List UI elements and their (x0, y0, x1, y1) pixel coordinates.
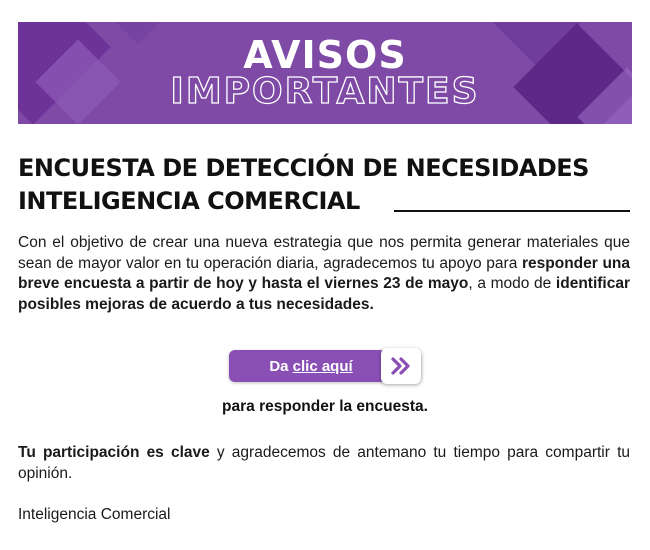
body-paragraph (18, 233, 630, 315)
cta-prefix: Da (269, 357, 293, 375)
closing-paragraph (18, 442, 630, 484)
body-intro: Con el objetivo de crear una nueva estrategia que nos permita generar materiales que sean de mayor valor en tu operación diaria, agradecemos tu apoyo para (18, 234, 630, 272)
body-mid: , a modo de (468, 275, 556, 292)
double-chevron-right-icon[interactable] (381, 348, 421, 384)
banner-subtitle: IMPORTANTES (170, 71, 480, 112)
survey-caption: para responder la encuesta. (222, 398, 428, 415)
announcement-banner (18, 22, 632, 124)
closing-bold: Tu participación es clave (18, 444, 210, 461)
survey-link-button[interactable] (229, 350, 421, 382)
page-title-line-1: ENCUESTA DE DETECCIÓN DE NECESIDADES (18, 154, 589, 182)
title-underline-divider (394, 210, 630, 212)
signature: Inteligencia Comercial (18, 506, 171, 523)
banner-title: AVISOS (243, 33, 407, 77)
cta-link-text[interactable]: clic aquí (292, 357, 353, 375)
page-title-line-2: INTELIGENCIA COMERCIAL (18, 187, 360, 215)
body-bold-deadline: responder una breve encuesta a partir de hoy y hasta el viernes 23 de mayo (18, 254, 630, 292)
body-bold-purpose: identificar posibles mejoras de acuerdo a tus necesidades. (18, 275, 630, 313)
closing-text: y agradecemos de antemano tu tiempo para compartir tu opinión. (18, 444, 630, 482)
page-title (18, 152, 632, 218)
